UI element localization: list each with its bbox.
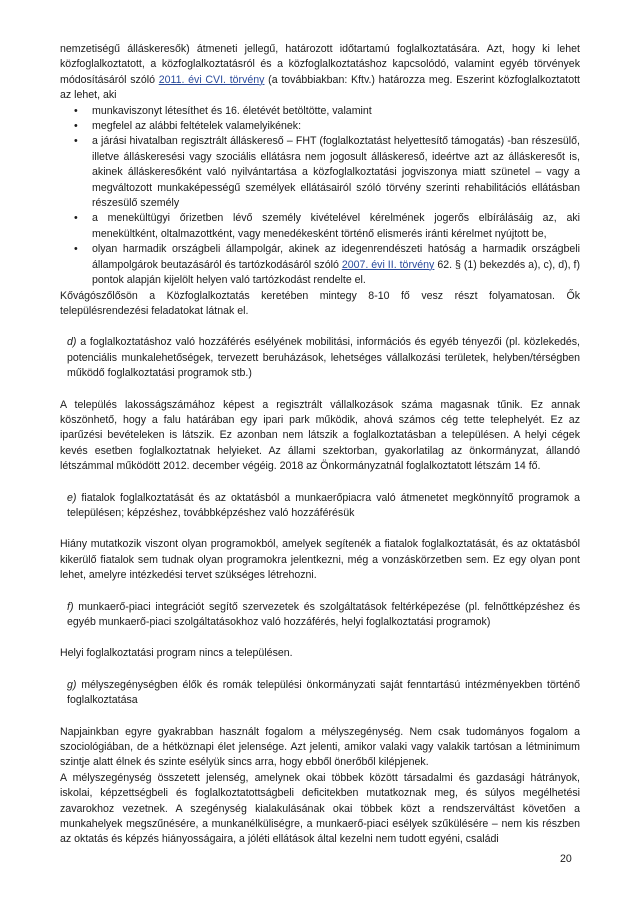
intro-text: nemzetiségű álláskeresők) átmeneti jellegű, határozott időtartamú foglalkoztatására. Azt, hogy ki lehet közfoglalkoztatott, a közfoglalkoztatásról és a közfoglalkoztatáshoz kapcsolódó, valamint egyéb törvények módosításáról szóló [60, 43, 580, 86]
list-item [60, 242, 580, 288]
intro-paragraph [60, 42, 580, 104]
section-heading-text: munkaerő-piaci integrációt segítő szervezetek és szolgáltatások feltérképezése (pl. felnőttképzéshez és egyéb munkaerő-piaci szolgáltatásokhoz való hozzáférés, helyi foglalkoztatási programok) [67, 600, 580, 628]
section-heading-d [60, 335, 580, 381]
section-letter: d) [67, 336, 77, 349]
list-item: • megfelel az alábbi feltételek valamelyikének: [60, 119, 580, 134]
section-letter: g) [67, 678, 77, 691]
eligibility-list [60, 104, 580, 289]
section-heading-text: fiatalok foglalkoztatását és az oktatásból a munkaerőpiacra való átmenetet megkönnyítő programok a településen; képzéshez, továbbképzéshez való hozzáférésük [67, 491, 580, 519]
list-item: • a járási hivatalban regisztrált álláskereső – FHT (foglalkoztatást helyettesítő támogatás) -ban részesülő, illetve álláskeresési vagy szociális ellátásra nem jogosult álláskereső, ideértve azt az álláskeresőt is, akinek álláskeresőként való nyilvántartása a közfoglalkoztatási jogviszonya miatt szünetel – vagy a megváltozott munkaképességű személyek ellátásairól szóló törvény szerinti rehabilitációs ellátásban részesülő személy [60, 134, 580, 211]
paragraph-helyi: Helyi foglalkoztatási program nincs a településen. [60, 647, 293, 660]
list-item-text-cont: 62. § (1) bekezdés a), c), d), f) pontok alapján kijelölt helyen való tartózkodást rendelte el. [92, 258, 580, 287]
paragraph-hiany: Hiány mutatkozik viszont olyan programokból, amelyek segítenék a fiatalok foglalkoztatását, és az oktatásból kikerülő fiatalok sem tudnak olyan programokra jelentkezni, még a vonzáskörzetben sem. Ez egy olyan pont lehet, amelyre intézkedési tervet szükséges létrehozni. [60, 538, 580, 582]
section-heading-g [60, 678, 580, 709]
law-link-2011-cvi[interactable]: 2011. évi CVI. törvény [158, 73, 265, 86]
section-letter: e) [67, 491, 77, 504]
paragraph-kovago: Kővágószőlősön a Közfoglalkoztatás keretében mintegy 8-10 fő vesz részt folyamatosan. Ők településrendezési feladatokat látnak el. [60, 289, 580, 317]
section-heading-text: mélyszegénységben élők és romák települési önkormányzati saját fenntartású intézményekben történő foglalkoztatása [67, 678, 580, 707]
list-item-text: olyan harmadik országbeli állampolgár, akinek az idegenrendészeti hatóság a harmadik országbeli állampolgárok beutazásáról és tartózkodásáról szóló [92, 243, 580, 271]
section-heading-e [60, 491, 580, 522]
paragraph-napjainkban: Napjainkban egyre gyakrabban használt fogalom a mélyszegénység. Nem csak tudományos fogalom a szociológiában, de a hétköznapi élet jelensége. Azt jelenti, amikor valaki vagy valakik tartósan a létminimum szintje alatt élnek és szinte esélyük sincs arra, hogy ebből önerőből kilépjenek. [60, 725, 580, 769]
section-heading-f [60, 600, 580, 631]
law-link-2007-ii[interactable]: 2007. évi II. törvény [341, 258, 435, 271]
page-number: 20 [560, 853, 572, 865]
list-item: • munkaviszonyt létesíthet és 16. életévét betöltötte, valamint [60, 104, 580, 119]
paragraph-telepules: A település lakosságszámához képest a regisztrált vállalkozások száma magasnak tűnik. Ez annak köszönhető, hogy a falu határában egy ipari park működik, ahová számos cég tette telephelyét. Ez az iparűzési bevételeken is látszik. Ez azonban nem látszik a foglalkoztatásban a településen. A helyi cégek kevés esetben foglalkoztatnak helyieket. Az állami szektorban, gyakorlatilag az önkormányzat, állandó létszámmal működött 2012. december végéig. 2018 az Önkormányzatnál foglalkoztatott létszám 14 fő. [60, 398, 580, 473]
section-letter: f) [67, 600, 74, 613]
paragraph-melyszegenyseg: A mélyszegénység összetett jelenség, amelynek okai többek között társadalmi és gazdasági hátrányok, iskolai, képzettségbeli és foglalkoztatottságbeli deficitekben mutatkoznak meg, és súlyos megélhetési zavarokhoz vezetnek. A szegénység kialakulásának okai többek közt a rendszerváltást követően a munkahelyek megszűnésére, a munkanélküliségre, a munkaerő-piaci esélyek szűkülésére – nem kis részben az oktatás és képzés hiányosságaira, a jóléti ellátások által kezelni nem tudott egyéni, családi [60, 771, 580, 846]
intro-text-cont: (a továbbiakban: Kftv.) határozza meg. Eszerint közfoglalkoztatott az lehet, aki [60, 73, 580, 102]
document-body [60, 42, 580, 848]
section-heading-text: a foglalkoztatáshoz való hozzáférés esélyének mobilitási, információs és egyéb tényezői (pl. közlekedés, potenciális munkalehetőségek, tervezett beruházások, lehetséges vállalkozási területek, helyben/térségben működő foglalkoztatási programok stb.) [67, 336, 580, 380]
list-item: • a menekültügyi őrizetben lévő személy kivételével kérelmének jogerős elbírálásáig az, aki menekültként, oltalmazottként, vagy menedékesként történő elismerés iránti kérelmet nyújtott be, [60, 211, 580, 242]
